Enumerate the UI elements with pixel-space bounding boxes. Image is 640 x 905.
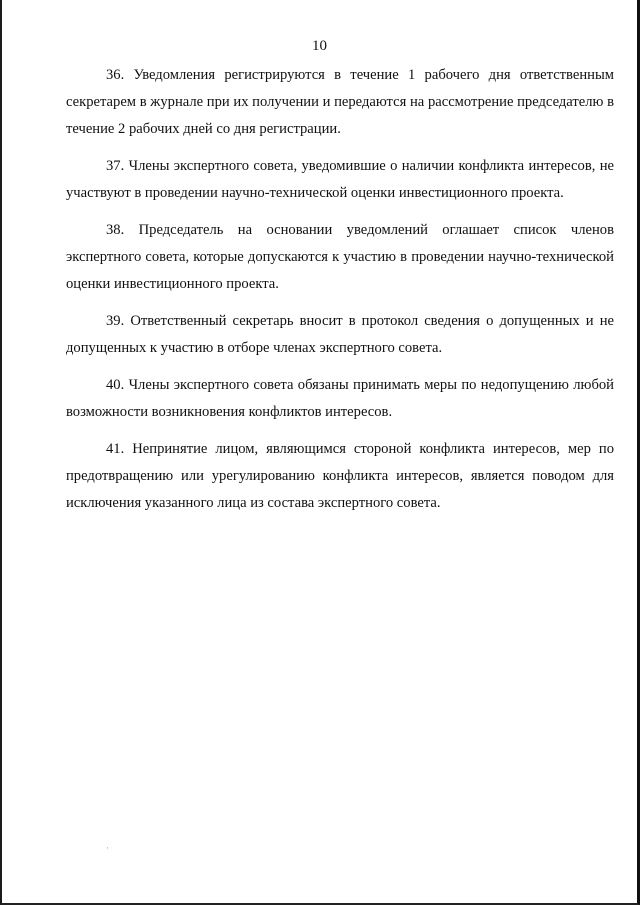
scan-artifact-mark: · xyxy=(106,843,109,853)
paragraph-37: 37. Члены экспертного совета, уведомившие о наличии конфликта интересов, не участвуют в проведении научно-технической оценки инвестиционного проекта. xyxy=(66,158,614,201)
paragraph-40: 40. Члены экспертного совета обязаны принимать меры по недопущению любой возможности возникновения конфликтов интересов. xyxy=(66,377,614,420)
paragraph-38: 38. Председатель на основании уведомлений оглашает список членов экспертного совета, которые допускаются к участию в проведении научно-технической оценки инвестиционного проекта. xyxy=(66,222,614,292)
paragraph-41: 41. Непринятие лицом, являющимся стороной конфликта интересов, мер по предотвращению или урегулированию конфликта интересов, является поводом для исключения указанного лица из состава экспертного совета. xyxy=(66,441,614,511)
paragraph-36: 36. Уведомления регистрируются в течение 1 рабочего дня ответственным секретарем в журнале при их получении и передаются на рассмотрение председателю в течение 2 рабочих дней со дня регистрации. xyxy=(66,67,614,137)
page-number: 10 xyxy=(312,38,327,54)
paragraph-39: 39. Ответственный секретарь вносит в протокол сведения о допущенных и не допущенных к участию в отборе членах экспертного совета. xyxy=(66,313,614,356)
document-body xyxy=(66,62,614,527)
